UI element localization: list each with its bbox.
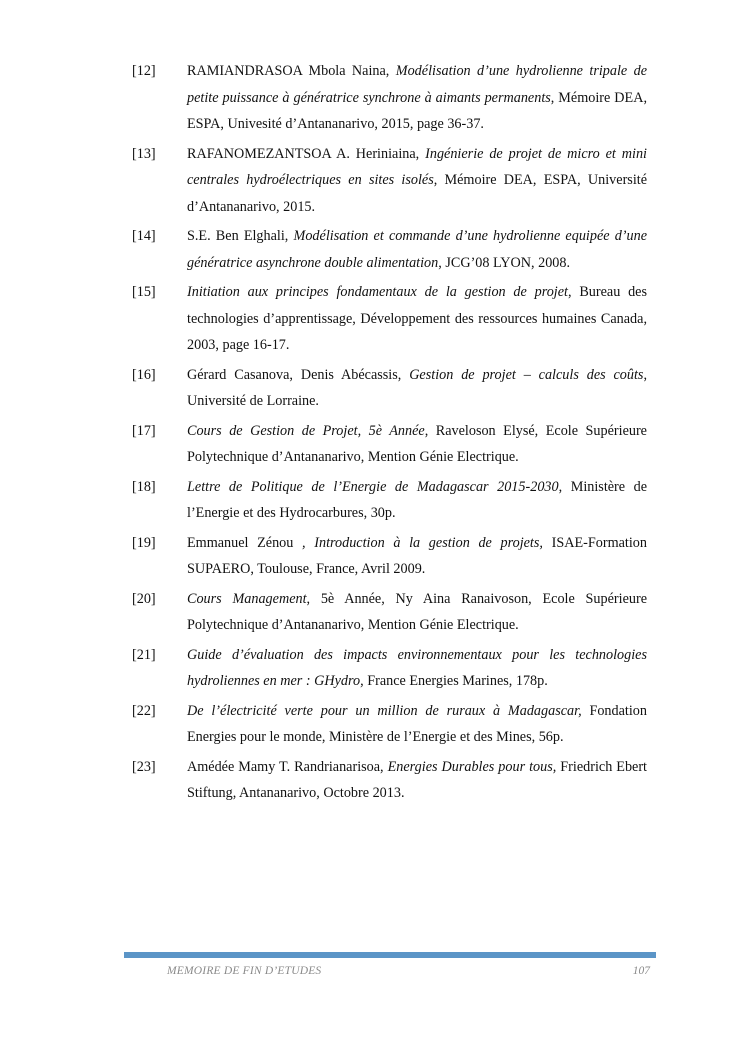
reference-number: [20] xyxy=(132,590,156,607)
reference-title: Modélisation d’une hydrolienne tripale de petite puissance à génératrice synchrone à aimants permanents xyxy=(187,63,647,106)
reference-text xyxy=(187,279,647,359)
reference-detail: S.E. Ben Elghali, xyxy=(187,228,294,244)
reference-detail: , Mémoire DEA, ESPA, Univesité d’Antananarivo, 2015, page 36-37. xyxy=(187,89,647,132)
reference-detail: , Ministère de l’Energie et des Hydrocarbures, 30p. xyxy=(187,478,648,521)
reference-number: [14] xyxy=(132,228,156,244)
reference-text xyxy=(187,223,647,276)
reference-detail: , Université de Lorraine. xyxy=(187,366,648,409)
footer-title: MEMOIRE DE FIN D’ETUDES xyxy=(167,965,322,977)
reference-number: [22] xyxy=(132,702,156,719)
reference-text xyxy=(187,141,647,221)
reference-title: Modélisation et commande d’une hydrolienne equipée d’une génératrice asynchrone double alimentation xyxy=(187,228,648,271)
reference-title: Initiation aux principes fondamentaux de la gestion de projet xyxy=(187,284,568,300)
reference-number: [12] xyxy=(132,63,156,79)
reference-detail: , Bureau des technologies d’apprentissage, Développement des ressources humaines Canada, 2003, page 16-17. xyxy=(187,284,647,353)
reference-list xyxy=(132,58,647,810)
page-number: 107 xyxy=(632,965,650,977)
reference-detail: Amédée Mamy T. Randrianarisoa, xyxy=(187,758,388,775)
reference-title: Lettre de Politique de l’Energie de Madagascar 2015-2030 xyxy=(187,478,559,495)
reference-text xyxy=(187,642,647,695)
reference-text xyxy=(187,418,647,471)
footer-rule xyxy=(124,952,656,958)
reference-number: [15] xyxy=(132,284,156,300)
reference-item xyxy=(132,586,647,639)
reference-title: Guide d’évaluation des impacts environnementaux pour les technologies hydroliennes en mer : GHydro xyxy=(187,646,647,689)
reference-title: Cours Management xyxy=(187,590,307,607)
reference-detail: Emmanuel Zénou xyxy=(187,534,303,551)
reference-number: [21] xyxy=(132,646,156,663)
reference-detail: , Raveloson Elysé, Ecole Supérieure Polytechnique d’Antananarivo, Mention Génie Electrique. xyxy=(187,422,647,465)
reference-item xyxy=(132,141,647,221)
reference-item xyxy=(132,754,647,807)
reference-number: [17] xyxy=(132,422,156,439)
reference-number: [23] xyxy=(132,758,156,775)
reference-title: , Introduction à la gestion de projets, xyxy=(302,534,543,551)
reference-detail: Gérard Casanova, Denis Abécassis, xyxy=(187,366,410,383)
reference-text xyxy=(187,474,647,527)
reference-detail: , Mémoire DEA, ESPA, Université d’Antananarivo, 2015. xyxy=(187,172,647,215)
reference-text xyxy=(187,754,647,807)
reference-text xyxy=(187,530,647,583)
reference-item xyxy=(132,530,647,583)
reference-item xyxy=(132,474,647,527)
reference-detail: Friedrich Ebert Stiftung, Antananarivo, Octobre 2013. xyxy=(187,758,648,801)
reference-detail: RAMIANDRASOA Mbola Naina, xyxy=(187,63,396,79)
reference-item xyxy=(132,698,647,751)
reference-item xyxy=(132,279,647,359)
reference-title: Cours de Gestion de Projet, 5è Année xyxy=(187,422,425,439)
reference-text xyxy=(187,58,647,138)
reference-number: [18] xyxy=(132,478,156,495)
reference-detail: ISAE-Formation SUPAERO, Toulouse, France, Avril 2009. xyxy=(187,534,647,577)
reference-item xyxy=(132,362,647,415)
reference-number: [16] xyxy=(132,366,156,383)
reference-detail: RAFANOMEZANTSOA A. Heriniaina, xyxy=(187,145,426,162)
reference-number: [19] xyxy=(132,534,156,551)
reference-title: Ingénierie de projet de micro et mini centrales hydroélectriques en sites isolés xyxy=(187,145,648,188)
reference-number: [13] xyxy=(132,145,156,162)
reference-item xyxy=(132,418,647,471)
reference-title: Energies Durables pour tous, xyxy=(387,758,557,775)
reference-text xyxy=(187,362,647,415)
reference-item xyxy=(132,58,647,138)
reference-text xyxy=(187,698,647,751)
reference-title: Gestion de projet – calculs des coûts xyxy=(409,366,644,383)
reference-item xyxy=(132,642,647,695)
reference-detail: , JCG’08 LYON, 2008. xyxy=(438,254,571,271)
reference-title: De l’électricité verte pour un million de ruraux à Madagascar, xyxy=(187,702,582,719)
reference-detail: Fondation Energies pour le monde, Ministère de l’Energie et des Mines, 56p. xyxy=(187,702,647,745)
reference-detail: , France Energies Marines, 178p. xyxy=(360,673,548,689)
reference-text xyxy=(187,586,647,639)
reference-detail: , 5è Année, Ny Aina Ranaivoson, Ecole Supérieure Polytechnique d’Antananarivo, Mention Génie Electrique. xyxy=(187,590,647,633)
reference-item xyxy=(132,223,647,276)
